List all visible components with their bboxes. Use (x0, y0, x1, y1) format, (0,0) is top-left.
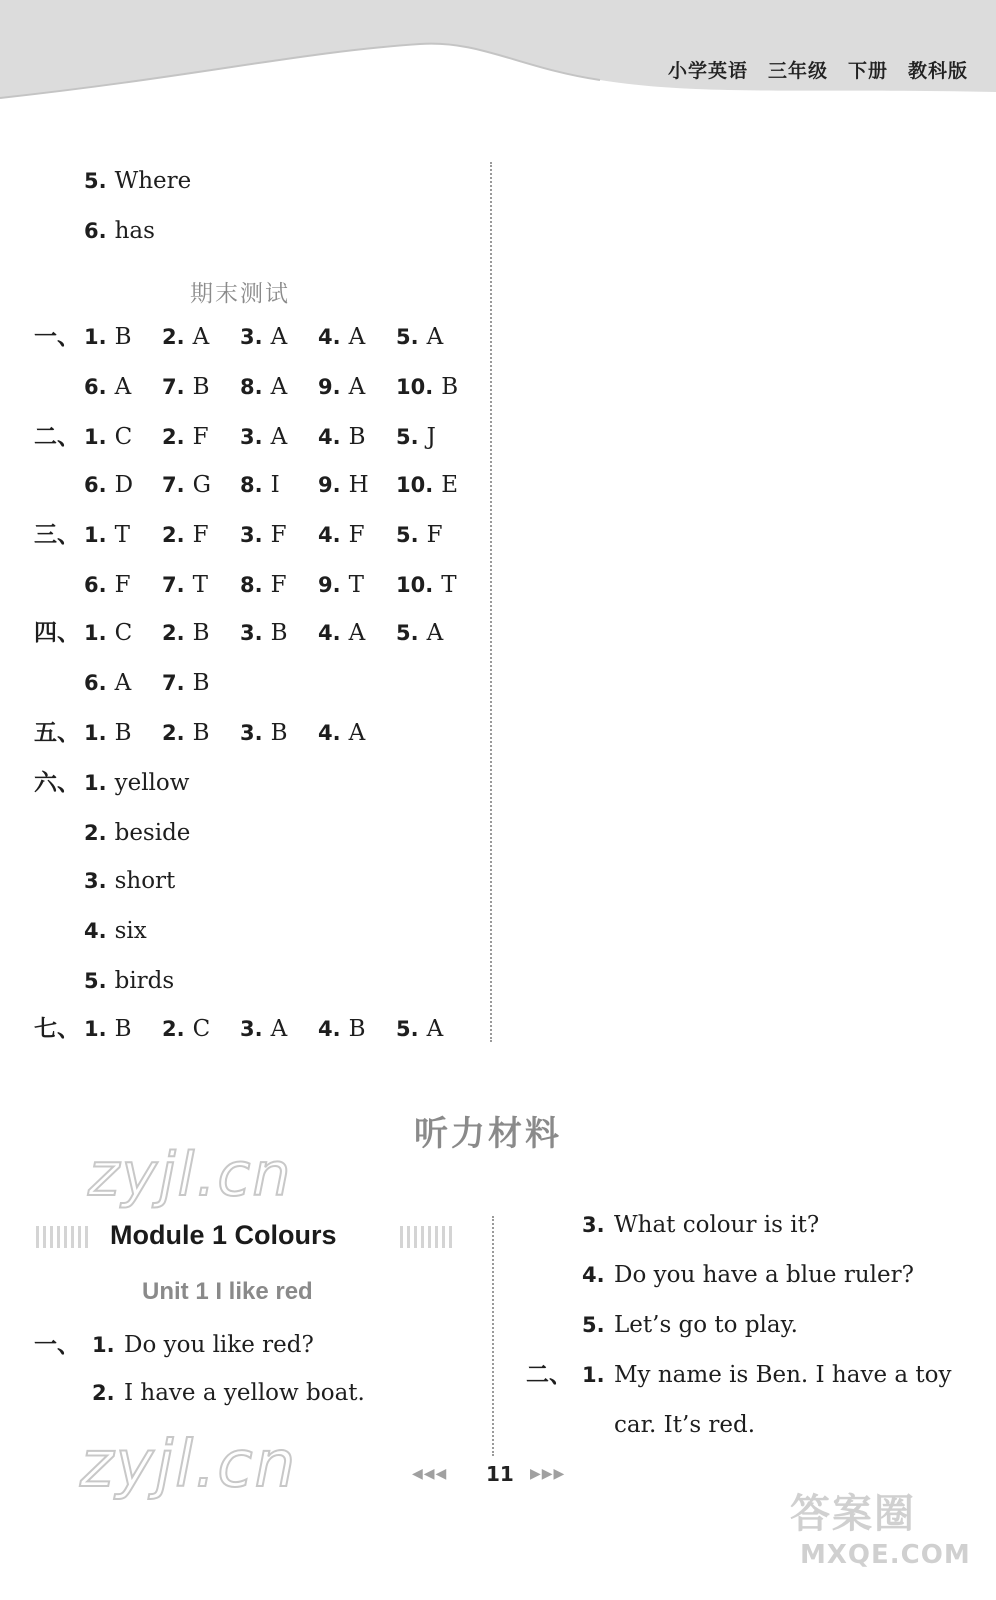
item-answer: A (426, 324, 444, 350)
watermark-bottom: zyjl.cn (80, 1428, 298, 1502)
item-number: 1. (84, 523, 107, 547)
answer-item (734, 208, 742, 238)
listening-title: 听力材料 (414, 1114, 562, 1154)
stamp-logo: 答案圈 (790, 1491, 916, 1537)
item-number: 5. (396, 425, 419, 449)
answer-item (318, 470, 369, 500)
item-number: 4. (318, 621, 341, 645)
answer-item (84, 866, 175, 896)
answer-item (604, 750, 612, 780)
item-answer: B (192, 670, 210, 696)
answer-item (864, 602, 872, 632)
answer-item (574, 256, 582, 286)
item-number: 3. (240, 1017, 263, 1041)
answer-item (240, 470, 280, 500)
item-number: 10. (396, 573, 434, 597)
item-number: 9. (318, 573, 341, 597)
item-number: 10. (396, 473, 434, 497)
item-number: 3. (240, 523, 263, 547)
answer-item (162, 570, 208, 600)
answer-item (396, 618, 443, 648)
answer-item (604, 850, 612, 880)
answer-item (318, 570, 364, 600)
sentence-text: I have a yellow boat. (124, 1380, 365, 1406)
answer-item (318, 520, 365, 550)
answer-item (84, 570, 131, 600)
answer-item (864, 502, 872, 532)
question-group-label: 四、 (34, 620, 80, 646)
answer-item (814, 306, 822, 336)
item-answer: F (270, 522, 287, 548)
item-number: 3. (240, 325, 263, 349)
question-group-label: 二、 (526, 1362, 572, 1388)
item-number: 2. (162, 425, 185, 449)
decorative-stripes-left (36, 1226, 92, 1248)
item-number: 5. (396, 325, 419, 349)
answer-item (894, 454, 902, 484)
answer-item (162, 470, 211, 500)
answer-item (318, 422, 366, 452)
answer-item (654, 256, 662, 286)
decorative-stripes-right (400, 1226, 456, 1248)
item-number: 4. (318, 523, 341, 547)
item-number: 4. (582, 1263, 605, 1287)
item-number: 2. (84, 821, 107, 845)
item-number: 7. (162, 573, 185, 597)
item-number: 4. (84, 919, 107, 943)
item-answer: has (114, 218, 155, 244)
item-number: 3. (240, 621, 263, 645)
answer-item (240, 570, 287, 600)
answer-item (84, 618, 132, 648)
item-number: 5. (396, 1017, 419, 1041)
page-arrows-left-icon: ◀◀◀ (412, 1466, 448, 1482)
answer-item (606, 602, 614, 632)
question-group-label: 六、 (34, 770, 80, 796)
answer-item (84, 372, 131, 402)
item-number: 4. (318, 325, 341, 349)
answer-item (318, 322, 365, 352)
item-answer: B (348, 424, 366, 450)
item-number: 7. (162, 671, 185, 695)
item-answer: A (270, 1016, 288, 1042)
item-answer: B (270, 720, 288, 746)
item-answer: B (192, 374, 210, 400)
answer-item (606, 502, 614, 532)
question-group-label: 一、 (34, 1332, 80, 1358)
answer-item (84, 718, 132, 748)
item-number: 6. (84, 671, 107, 695)
item-answer: C (114, 620, 133, 646)
answer-item (606, 946, 614, 976)
item-answer: A (426, 1016, 444, 1042)
item-answer: B (192, 620, 210, 646)
unit-title: Unit 1 I like red (142, 1278, 313, 1305)
answer-item (84, 520, 130, 550)
answer-item (396, 570, 457, 600)
answer-item (396, 520, 443, 550)
answer-item (162, 668, 210, 698)
answer-item (574, 356, 582, 386)
answer-item (84, 422, 132, 452)
item-number: 2. (162, 721, 185, 745)
answer-item (240, 322, 287, 352)
item-answer: A (114, 670, 132, 696)
item-number: 1. (84, 721, 107, 745)
sentence-text: What colour is it? (614, 1212, 820, 1238)
item-number: 8. (240, 375, 263, 399)
answer-item (396, 322, 443, 352)
item-answer: C (114, 424, 133, 450)
item-answer: A (114, 374, 132, 400)
item-answer: F (192, 522, 209, 548)
answer-item (654, 404, 662, 434)
answer-item (604, 898, 612, 928)
answer-item (606, 702, 614, 732)
item-answer: A (348, 620, 366, 646)
answer-item (396, 372, 458, 402)
item-answer: H (348, 472, 369, 498)
item-answer: B (114, 324, 132, 350)
item-answer: C (192, 1016, 211, 1042)
sentence-text: Do you like red? (124, 1332, 314, 1358)
item-answer: A (348, 374, 366, 400)
answer-item (654, 356, 662, 386)
item-answer: D (114, 472, 134, 498)
item-number: 5. (582, 1313, 605, 1337)
item-answer: B (441, 374, 459, 400)
answer-item (84, 216, 155, 246)
item-answer: T (192, 572, 208, 598)
item-answer: A (270, 424, 288, 450)
answer-item (692, 946, 700, 976)
answer-item (574, 454, 582, 484)
answer-item (864, 946, 872, 976)
item-answer: A (348, 324, 366, 350)
question-group-label: 一、 (34, 324, 80, 350)
answer-item (778, 946, 786, 976)
item-answer: beside (114, 820, 191, 846)
item-answer: T (348, 572, 364, 598)
item-answer: six (114, 918, 147, 944)
answer-item (814, 208, 822, 238)
answer-item (162, 618, 210, 648)
answer-item (604, 552, 612, 582)
item-number: 4. (318, 1017, 341, 1041)
answer-item (84, 768, 189, 798)
stamp-url: MXQE.COM (800, 1540, 971, 1570)
answer-item (84, 1014, 132, 1044)
item-answer: B (114, 720, 132, 746)
answer-item (240, 520, 287, 550)
item-answer: B (192, 720, 210, 746)
item-answer: J (426, 424, 436, 450)
answer-item (654, 306, 662, 336)
answer-item (778, 502, 786, 532)
answer-item (692, 602, 700, 632)
answer-item (574, 160, 582, 190)
answer-item (604, 996, 612, 1026)
item-number: 5. (396, 523, 419, 547)
item-number: 7. (162, 375, 185, 399)
answer-item (894, 356, 902, 386)
listening-divider (492, 1216, 494, 1456)
item-number: 1. (582, 1363, 605, 1387)
item-number: 2. (162, 621, 185, 645)
header-band (0, 0, 996, 110)
item-answer: B (270, 620, 288, 646)
answer-item (162, 1014, 210, 1044)
answer-item (318, 1014, 366, 1044)
answer-item (162, 520, 209, 550)
item-number: 2. (162, 1017, 185, 1041)
item-number: 3. (240, 425, 263, 449)
answer-item (240, 718, 288, 748)
item-answer: birds (114, 968, 175, 994)
item-answer: T (441, 572, 457, 598)
column-divider (490, 162, 492, 1042)
sentence-text: Do you have a blue ruler? (614, 1262, 914, 1288)
item-number: 3. (84, 869, 107, 893)
item-number: 8. (240, 473, 263, 497)
item-number: 7. (162, 473, 185, 497)
item-answer: F (114, 572, 131, 598)
module-title: Module 1 Colours (110, 1220, 337, 1250)
item-answer: F (270, 572, 287, 598)
answer-item (778, 602, 786, 632)
answer-item (84, 470, 133, 500)
item-answer: A (270, 324, 288, 350)
answer-item (894, 404, 902, 434)
item-answer: A (270, 374, 288, 400)
item-answer: T (114, 522, 130, 548)
answer-item (734, 356, 742, 386)
answer-item (84, 966, 174, 996)
item-number: 2. (162, 325, 185, 349)
sentence-text: My name is Ben. I have a toy (614, 1362, 952, 1388)
item-answer: F (192, 424, 209, 450)
answer-item (734, 306, 742, 336)
answer-item (814, 454, 822, 484)
header-subject: 小学英语 (667, 60, 748, 82)
item-answer: Where (114, 168, 192, 194)
item-number: 9. (318, 375, 341, 399)
answer-item (84, 818, 190, 848)
item-answer: F (426, 522, 443, 548)
answer-item (240, 618, 288, 648)
answer-item (240, 1014, 287, 1044)
answer-item (814, 404, 822, 434)
item-number: 1. (84, 325, 107, 349)
item-number: 6. (84, 375, 107, 399)
item-number: 1. (84, 1017, 107, 1041)
item-number: 3. (240, 721, 263, 745)
answer-item (84, 668, 131, 698)
item-number: 5. (396, 621, 419, 645)
item-answer: B (348, 1016, 366, 1042)
answer-item (574, 404, 582, 434)
header-term: 下册 (847, 60, 888, 82)
item-number: 2. (92, 1381, 115, 1405)
answer-item (654, 454, 662, 484)
item-number: 1. (84, 425, 107, 449)
answer-item (318, 618, 365, 648)
answer-item (318, 718, 365, 748)
answer-item (604, 652, 612, 682)
watermark-top: zyjl.cn (88, 1140, 293, 1210)
header-grade: 三年级 (767, 60, 828, 82)
answer-item (396, 1014, 443, 1044)
item-number: 6. (84, 473, 107, 497)
answer-item (814, 256, 822, 286)
answer-item (318, 372, 365, 402)
item-answer: A (426, 620, 444, 646)
item-answer: A (192, 324, 210, 350)
item-number: 10. (396, 375, 434, 399)
item-number: 1. (84, 621, 107, 645)
answer-item (396, 470, 458, 500)
answer-item (240, 422, 287, 452)
answer-item (162, 718, 210, 748)
answer-item (574, 208, 582, 238)
page-number: 11 (486, 1462, 514, 1486)
answer-item (692, 502, 700, 532)
question-group-label: 二、 (34, 424, 80, 450)
answer-item (162, 422, 209, 452)
item-answer: I (270, 472, 280, 498)
answer-item (574, 306, 582, 336)
item-answer: A (348, 720, 366, 746)
item-number: 8. (240, 573, 263, 597)
header-meta (648, 56, 968, 83)
item-number: 2. (162, 523, 185, 547)
answer-item (734, 454, 742, 484)
item-number: 5. (84, 169, 107, 193)
sentence-text: Let’s go to play. (614, 1312, 798, 1338)
item-answer: G (192, 472, 211, 498)
item-answer: F (348, 522, 365, 548)
item-number: 6. (84, 219, 107, 243)
question-group-label: 七、 (34, 1016, 80, 1042)
answer-item (240, 372, 287, 402)
answer-item (84, 916, 147, 946)
answer-item (162, 372, 210, 402)
item-number: 6. (84, 573, 107, 597)
item-number: 4. (318, 721, 341, 745)
answer-item (604, 800, 612, 830)
item-answer: yellow (114, 770, 190, 796)
question-group-label: 五、 (34, 720, 80, 746)
sentence-text: car. It’s red. (614, 1412, 756, 1438)
page-arrows-right-icon: ▶▶▶ (530, 1466, 566, 1482)
answer-item (396, 422, 436, 452)
header-wave-background (0, 0, 996, 110)
item-number: 1. (92, 1333, 115, 1357)
answer-item (814, 356, 822, 386)
item-number: 3. (582, 1213, 605, 1237)
item-number: 9. (318, 473, 341, 497)
item-answer: short (114, 868, 176, 894)
header-edition: 教科版 (907, 60, 968, 82)
answer-item (84, 166, 191, 196)
answer-item (894, 306, 902, 336)
item-number: 5. (84, 969, 107, 993)
section-title-final-test: 期末测试 (190, 281, 290, 307)
answer-item (162, 322, 209, 352)
item-answer: E (441, 472, 458, 498)
answer-item (734, 256, 742, 286)
item-number: 1. (84, 771, 107, 795)
answer-item (654, 208, 662, 238)
answer-item (734, 404, 742, 434)
item-number: 4. (318, 425, 341, 449)
answer-item (84, 322, 132, 352)
item-answer: B (114, 1016, 132, 1042)
question-group-label: 三、 (34, 522, 80, 548)
